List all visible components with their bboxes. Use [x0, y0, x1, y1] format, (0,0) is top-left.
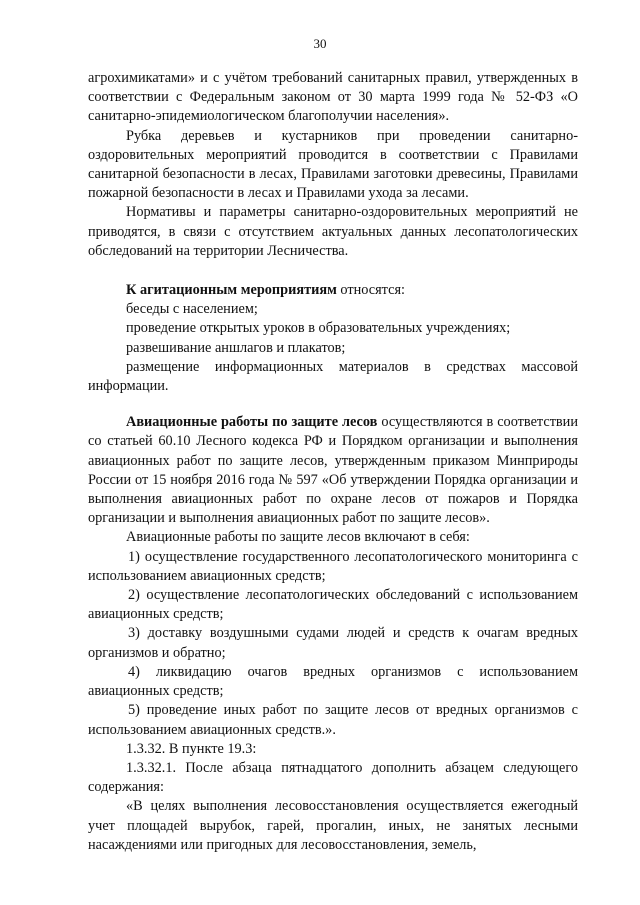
aviation-paragraph-text: осуществляются в соответствии со статьей 60.10 Лесного кодекса РФ и Порядком организации и выполнения авиационных работ по защите лесов, утвержденным приказом Минприроды России от 15 ноября 2016 года № 597 «Об утверждении Порядка организации и выполнения авиационных работ по охране лесов от пожаров и Порядка организации и выполнения авиационных работ по защите лесов». — [88, 414, 578, 527]
paragraph: агрохимикатами» и с учётом требований санитарных правил, утвержденных в соответствии с Федеральным законом от 30 марта 1999 года № 52-ФЗ «О санитарно-эпидемиологическом благополучии населения». — [88, 70, 578, 125]
aviation-paragraph — [88, 413, 578, 528]
section-heading: 1.3.32. В пункте 19.3: — [126, 740, 257, 757]
paragraph: Нормативы и параметры санитарно-оздоровительных мероприятий не приводятся, в связи с отсутствием актуальных данных лесопатологических обследований на территории Лесничества. — [88, 204, 578, 259]
list-item: 4) ликвидацию очагов вредных организмов с использованием авиационных средств; — [88, 663, 578, 700]
list-item: размещение информационных материалов в средствах массовой информации. — [88, 358, 578, 395]
list-item: беседы с населением; — [126, 301, 258, 318]
paragraph: Авиационные работы по защите лесов включают в себя: — [126, 529, 470, 546]
agitation-heading — [88, 281, 578, 300]
aviation-heading-bold: Авиационные работы по защите лесов — [126, 414, 378, 431]
paragraph: 1.3.32.1. После абзаца пятнадцатого дополнить абзацем следующего содержания: — [88, 759, 578, 796]
list-item: развешивание аншлагов и плакатов; — [126, 339, 346, 356]
quoted-paragraph: «В целях выполнения лесовосстановления осуществляется ежегодный учет площадей вырубок, гарей, прогалин, иных, не занятых лесными насаждениями или пригодных для лесовосстановления, земель, — [88, 798, 578, 853]
document-body — [88, 69, 578, 855]
agitation-heading-rest: относятся: — [336, 282, 406, 299]
page-number: 30 — [313, 36, 327, 51]
list-item: 2) осуществление лесопатологических обследований с использованием авиационных средств; — [88, 587, 578, 623]
agitation-heading-bold: К агитационным мероприятиям — [126, 282, 337, 299]
list-item: проведение открытых уроков в образовательных учреждениях; — [126, 320, 511, 337]
list-item: 3) доставку воздушными судами людей и средств к очагам вредных организмов и обратно; — [88, 625, 578, 661]
paragraph: Рубка деревьев и кустарников при проведении санитарно-оздоровительных мероприятий проводится в соответствии с Правилами санитарной безопасности в лесах, Правилами заготовки древесины, Правилами пожарной безопасности в лесах и Правилами ухода за лесами. — [88, 127, 578, 202]
list-item: 5) проведение иных работ по защите лесов от вредных организмов с использованием авиационных средств.». — [88, 702, 578, 738]
list-item: 1) осуществление государственного лесопатологического мониторинга с использованием авиационных средств; — [88, 548, 578, 584]
